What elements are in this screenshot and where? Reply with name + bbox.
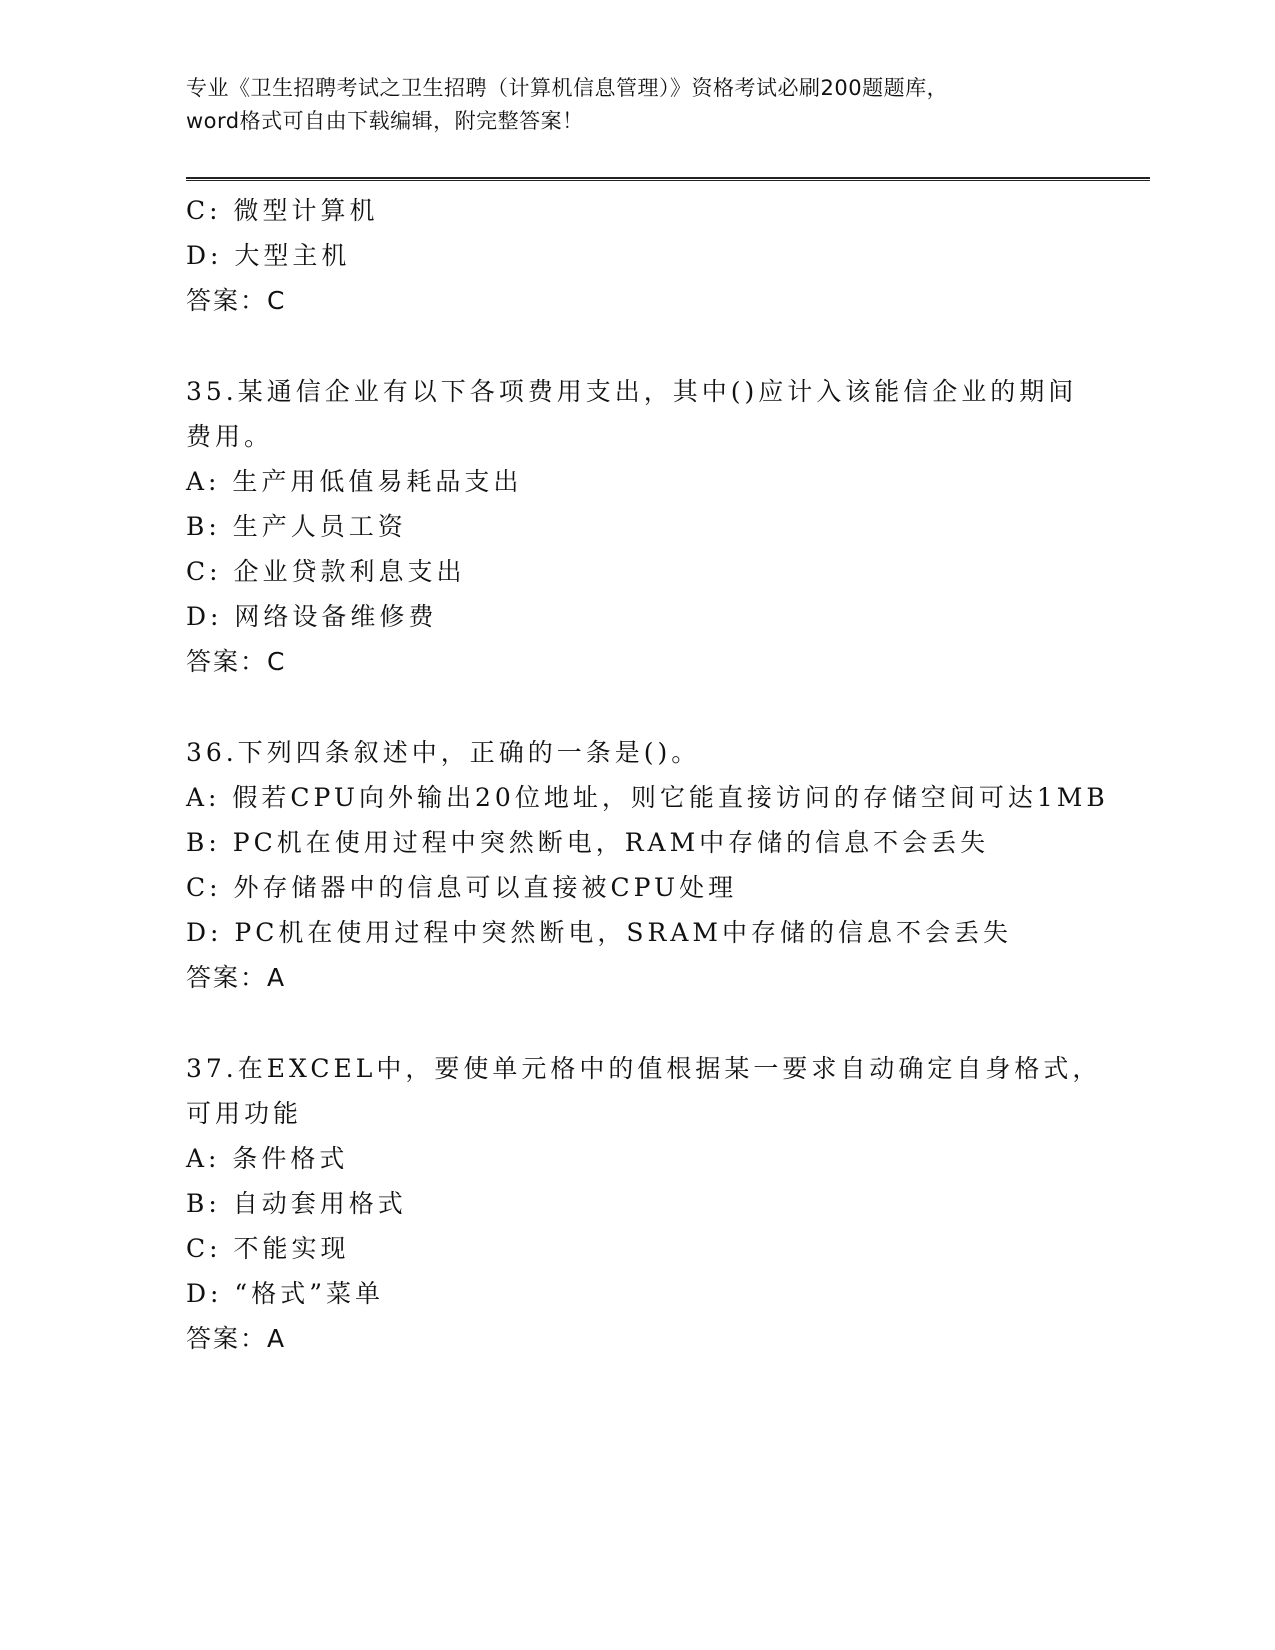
spacer: [186, 323, 1086, 369]
question-text: 37.在EXCEL中，要使单元格中的值根据某一要求自动确定自身格式，: [186, 1054, 1102, 1083]
option-a: A: 假若CPU向外输出20位地址，则它能直接访问的存储空间可达1MB: [186, 783, 1109, 812]
option-c: C: 微型计算机: [186, 196, 379, 225]
answer-line: 答案：C: [186, 647, 287, 676]
option-c: C: 不能实现: [186, 1234, 350, 1263]
question-text-cont: 可用功能: [186, 1099, 303, 1128]
answer-line: 答案：A: [186, 1324, 287, 1353]
option-d: D: 网络设备维修费: [186, 602, 438, 631]
option-b: B: 生产人员工资: [186, 512, 407, 541]
question-text: 35.某通信企业有以下各项费用支出，其中()应计入该能信企业的期间: [186, 377, 1078, 406]
option-c: C: 外存储器中的信息可以直接被CPU处理: [186, 873, 738, 902]
question-35: [186, 369, 1086, 684]
question-text-cont: 费用。: [186, 422, 274, 451]
option-a: A: 生产用低值易耗品支出: [186, 467, 523, 496]
question-34-tail: [186, 188, 1086, 323]
question-36: [186, 730, 1109, 1000]
document-header: [186, 72, 1086, 138]
question-37: [186, 1046, 1102, 1361]
question-text: 36.下列四条叙述中，正确的一条是()。: [186, 738, 701, 767]
header-line-1: 专业《卫生招聘考试之卫生招聘（计算机信息管理）》资格考试必刷200题题库，: [186, 76, 949, 100]
answer-line: 答案：C: [186, 286, 287, 315]
answer-line: 答案：A: [186, 963, 287, 992]
option-b: B: 自动套用格式: [186, 1189, 407, 1218]
option-c: C: 企业贷款利息支出: [186, 557, 466, 586]
option-a: A: 条件格式: [186, 1144, 349, 1173]
header-divider: [186, 177, 1150, 181]
header-line-2: word格式可自由下载编辑，附完整答案！: [186, 109, 584, 133]
spacer: [186, 1000, 1086, 1046]
option-d: D: PC机在使用过程中突然断电，SRAM中存储的信息不会丢失: [186, 918, 1012, 947]
option-d: D: 大型主机: [186, 241, 351, 270]
option-b: B: PC机在使用过程中突然断电，RAM中存储的信息不会丢失: [186, 828, 990, 857]
spacer: [186, 684, 1086, 730]
document-body: [186, 188, 1109, 1361]
option-d: D: “格式”菜单: [186, 1279, 384, 1308]
